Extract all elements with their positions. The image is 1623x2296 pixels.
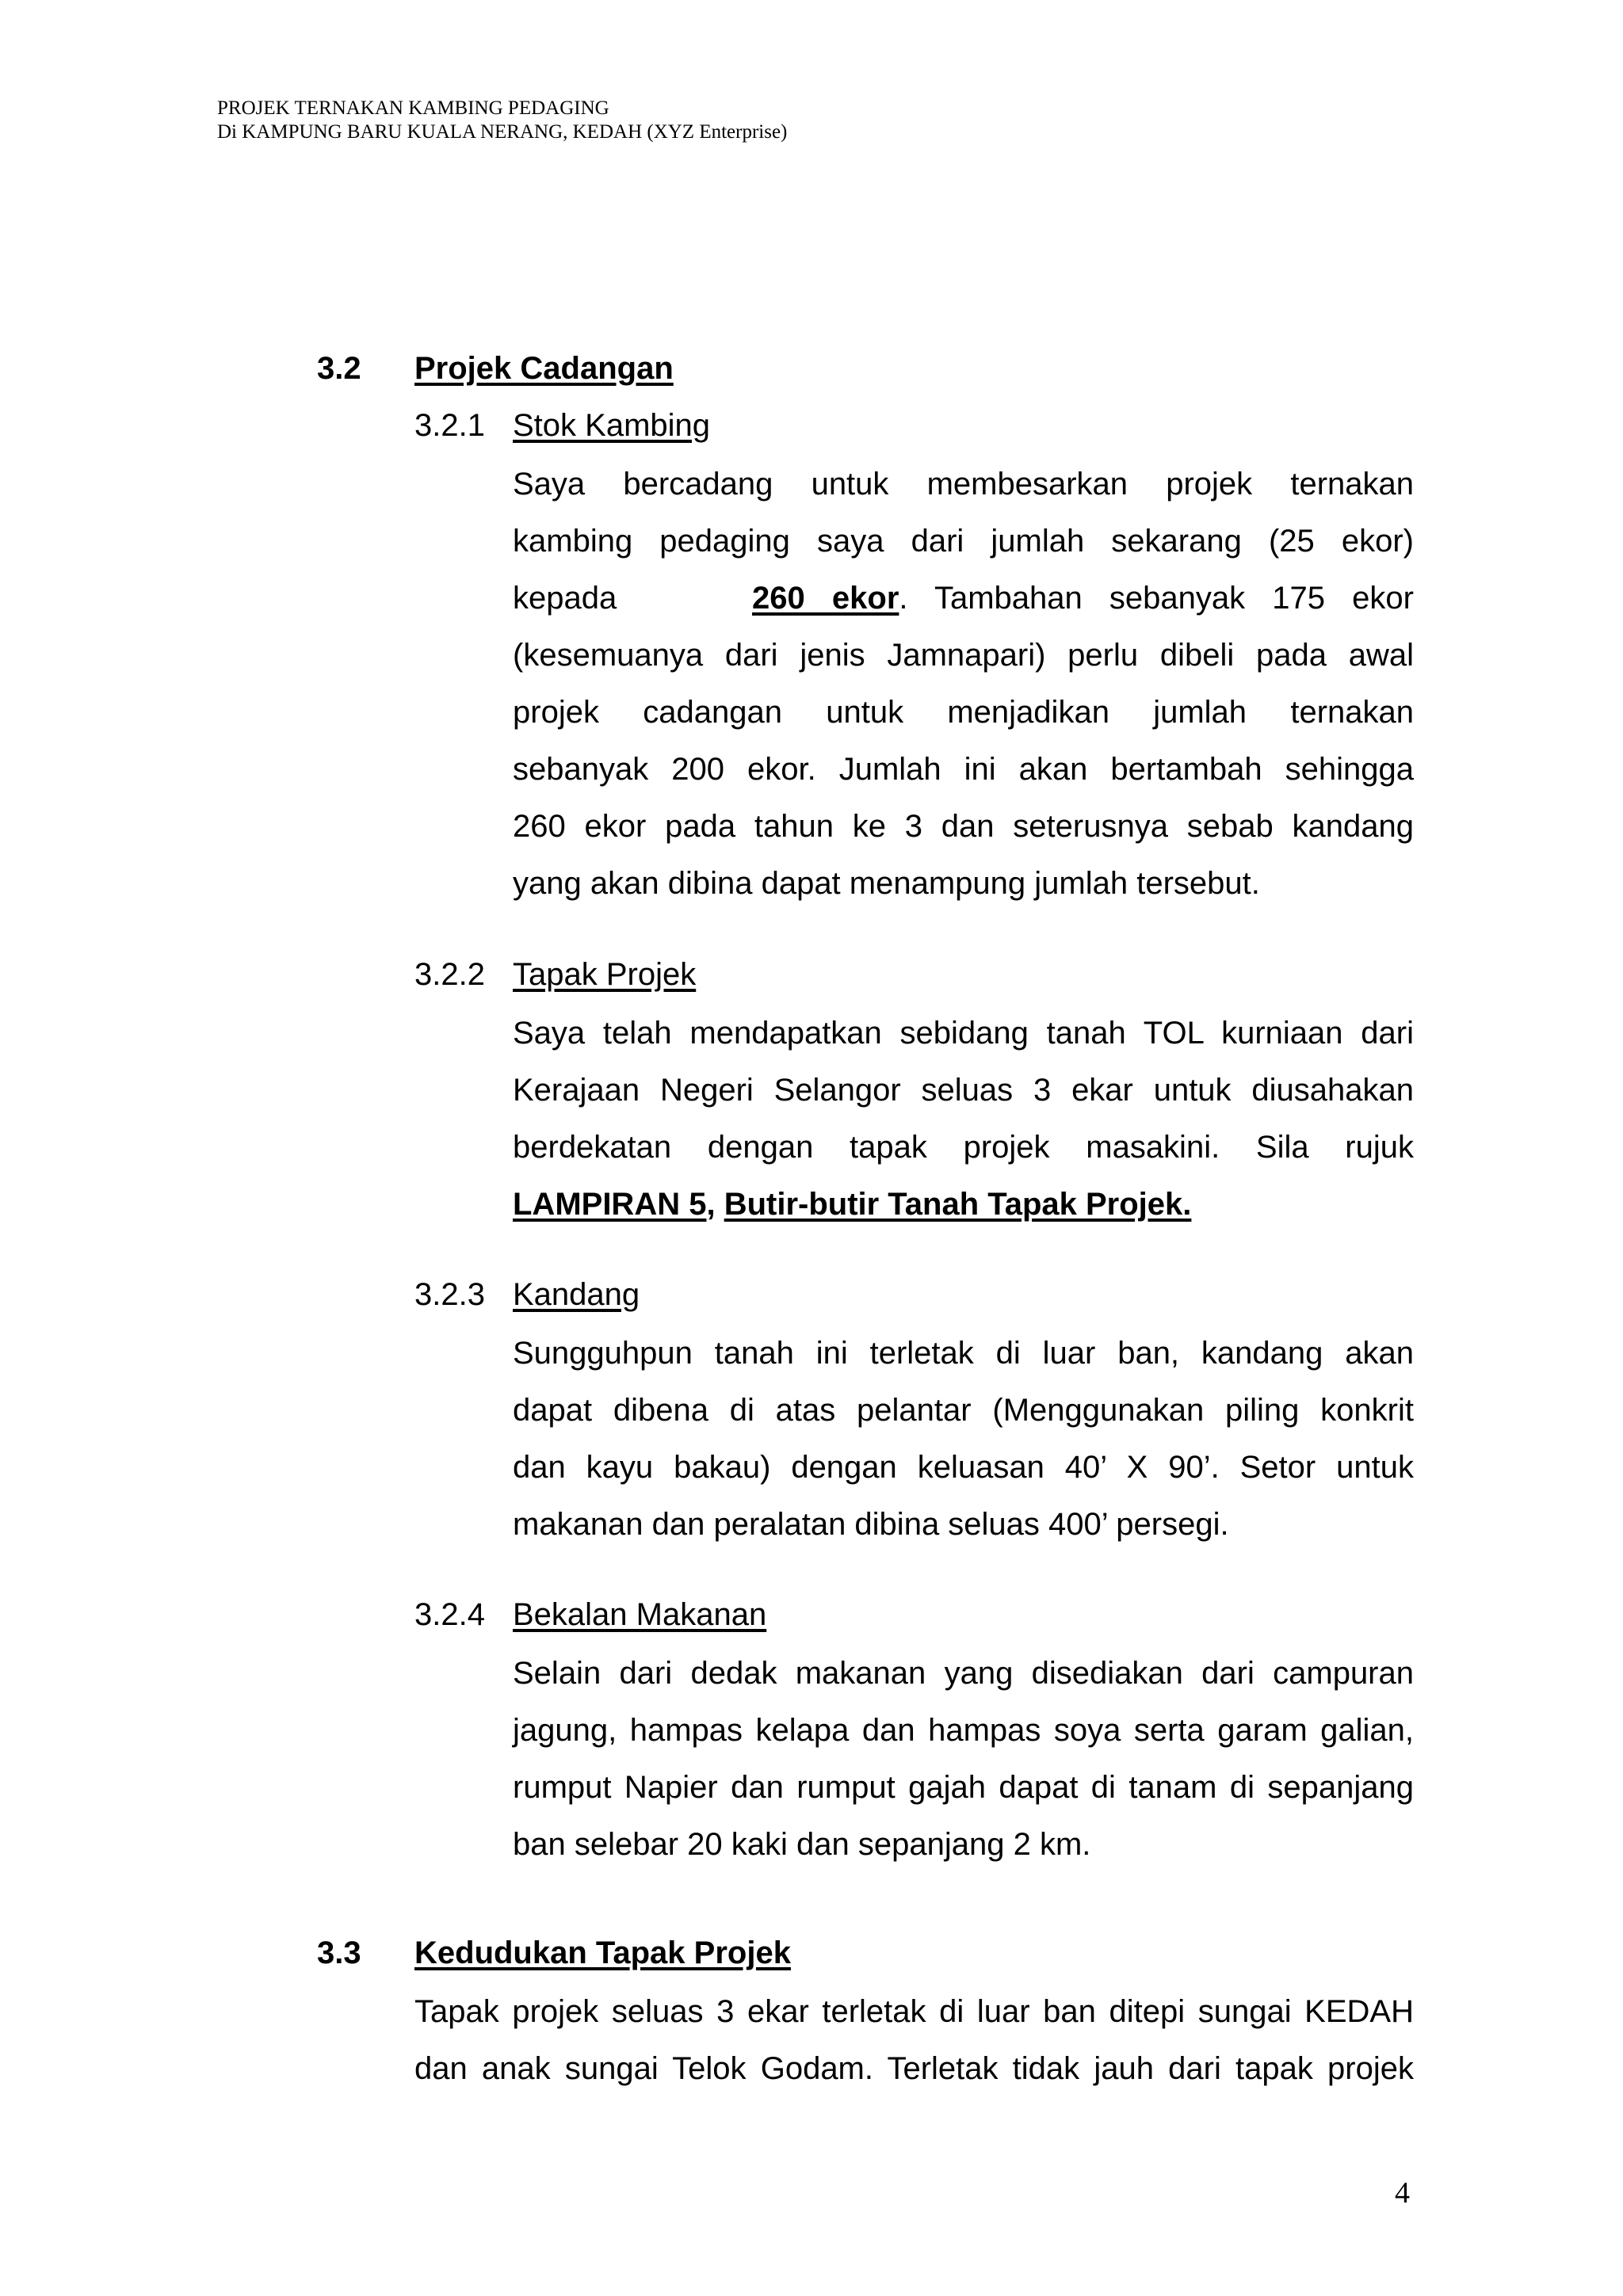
paragraph-line: Selain dari dedak makanan yang disediakan dari campuran	[513, 1656, 1414, 1691]
paragraph-tapak-projek	[513, 1005, 1414, 1233]
page-number: 4	[1395, 2176, 1410, 2210]
subsection-title: Bekalan Makanan	[513, 1597, 767, 1632]
subsection-number: 3.2.1	[414, 408, 485, 443]
header-line-2: Di KAMPUNG BARU KUALA NERANG, KEDAH (XYZ Enterprise)	[217, 121, 788, 143]
paragraph-line: ban selebar 20 kaki dan sepanjang 2 km.	[513, 1827, 1091, 1862]
inline-text: . Tambahan sebanyak 175 ekor	[899, 581, 1414, 616]
paragraph-line: projek cadangan untuk menjadikan jumlah ternakan	[513, 695, 1414, 730]
appendix-reference: LAMPIRAN 5	[513, 1187, 707, 1222]
inline-text: ,	[706, 1187, 724, 1222]
paragraph-line: Saya bercadang untuk membesarkan projek ternakan	[513, 467, 1414, 502]
subsection-title: Tapak Projek	[513, 957, 697, 992]
section-number: 3.3	[317, 1936, 361, 1970]
appendix-title: Butir-butir Tanah Tapak Projek.	[724, 1187, 1192, 1222]
paragraph-line: sebanyak 200 ekor. Jumlah ini akan bertambah sehingga	[513, 752, 1414, 787]
running-header	[217, 97, 787, 144]
paragraph-line: (kesemuanya dari jenis Jamnapari) perlu dibeli pada awal	[513, 638, 1414, 673]
paragraph-line: Tapak projek seluas 3 ekar terletak di luar ban ditepi sungai KEDAH	[414, 1994, 1414, 2029]
paragraph-line: Sungguhpun tanah ini terletak di luar ban, kandang akan	[513, 1336, 1414, 1371]
paragraph-line: makanan dan peralatan dibina seluas 400’ persegi.	[513, 1507, 1229, 1542]
paragraph-bekalan-makanan	[513, 1645, 1414, 1873]
paragraph-line: jagung, hampas kelapa dan hampas soya serta garam galian,	[513, 1713, 1414, 1748]
paragraph-kandang	[513, 1325, 1414, 1553]
subsection-number: 3.2.4	[414, 1597, 485, 1632]
subsection-title: Kandang	[513, 1277, 640, 1312]
paragraph-line: yang akan dibina dapat menampung jumlah tersebut.	[513, 866, 1260, 901]
paragraph-stok-kambing	[513, 456, 1414, 912]
inline-text: kepada	[513, 581, 617, 616]
header-line-1: PROJEK TERNAKAN KAMBING PEDAGING	[217, 97, 609, 119]
highlight-count: 260 ekor	[752, 581, 899, 616]
paragraph-line: Kerajaan Negeri Selangor seluas 3 ekar untuk diusahakan	[513, 1073, 1414, 1108]
paragraph-line: dan kayu bakau) dengan keluasan 40’ X 90’. Setor untuk	[513, 1450, 1414, 1485]
paragraph-line: 260 ekor pada tahun ke 3 dan seterusnya sebab kandang	[513, 809, 1414, 844]
subsection-number: 3.2.3	[414, 1277, 485, 1312]
paragraph-line: kambing pedaging saya dari jumlah sekarang (25 ekor)	[513, 524, 1414, 559]
paragraph-line: dapat dibena di atas pelantar (Menggunakan piling konkrit	[513, 1393, 1414, 1428]
paragraph-line: berdekatan dengan tapak projek masakini. Sila rujuk	[513, 1130, 1414, 1165]
paragraph-kedudukan-tapak	[414, 1983, 1414, 2097]
paragraph-line	[513, 570, 1414, 627]
subsection-number: 3.2.2	[414, 957, 485, 992]
paragraph-line: dan anak sungai Telok Godam. Terletak tidak jauh dari tapak projek	[414, 2051, 1414, 2086]
section-title: Projek Cadangan	[414, 351, 674, 386]
paragraph-line	[513, 1176, 1414, 1233]
paragraph-line: rumput Napier dan rumput gajah dapat di tanam di sepanjang	[513, 1770, 1414, 1805]
section-title: Kedudukan Tapak Projek	[414, 1936, 791, 1970]
section-number: 3.2	[317, 351, 361, 386]
paragraph-line: Saya telah mendapatkan sebidang tanah TOL kurniaan dari	[513, 1016, 1414, 1051]
subsection-title: Stok Kambing	[513, 408, 711, 443]
